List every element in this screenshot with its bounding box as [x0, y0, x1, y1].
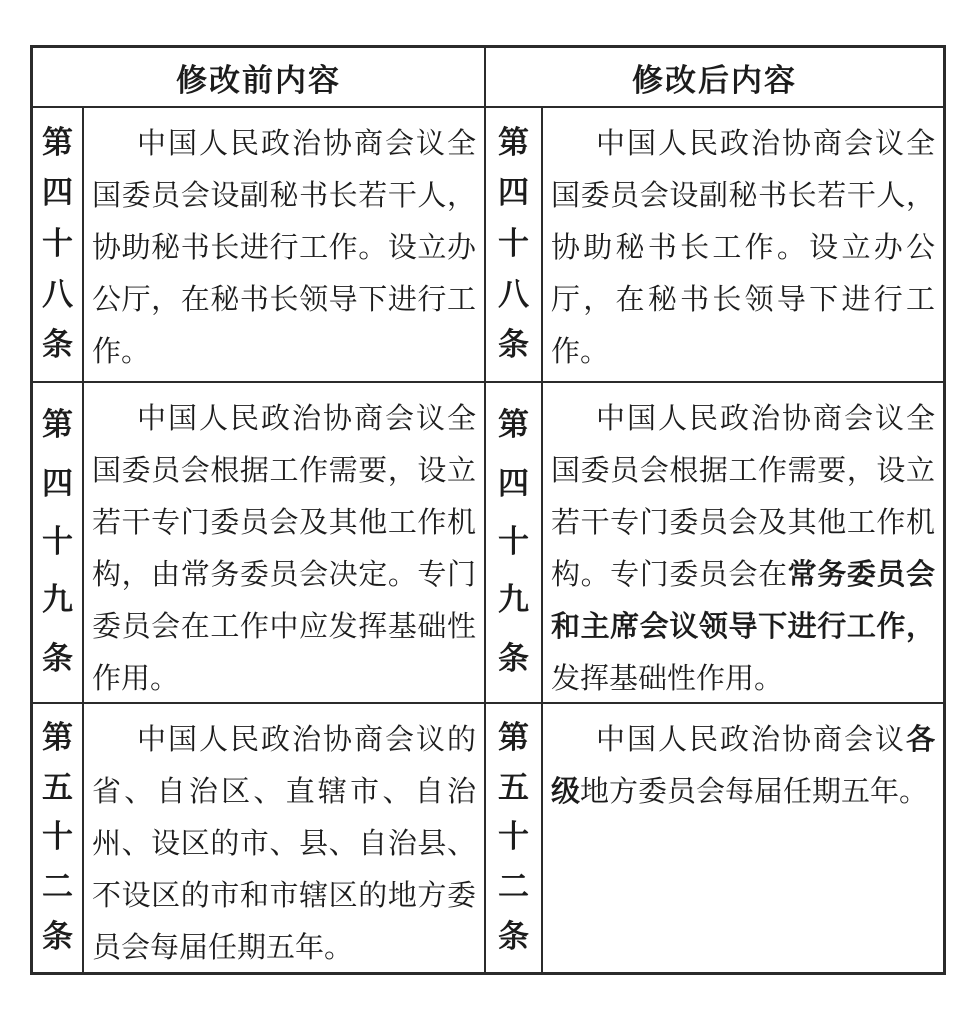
before-content-article-48: [84, 108, 486, 383]
article-char: 二: [42, 869, 73, 906]
article-char: 条: [498, 327, 529, 364]
clause-text: 中国人民政治协商会议全国委员会设副秘书长若干人，协助秘书长工作。设立办公厅，在秘书长领导下进行工作。: [551, 126, 935, 368]
article-char: 九: [42, 582, 73, 619]
before-content-article-52: [84, 704, 486, 972]
clause-text: 中国人民政治协商会议全国委员会设副秘书长若干人，协助秘书长进行工作。设立办公厅，在秘书长领导下进行工作。: [92, 126, 476, 368]
modified-text-emphasis: 各级: [551, 722, 935, 808]
article-char: 九: [498, 582, 529, 619]
header-after-content: 修改后内容: [486, 48, 943, 108]
article-char: 十: [42, 819, 73, 856]
clause-text: 中国人民政治协商会议的省、自治区、直辖市、自治州、设区的市、县、自治县、不设区的市和市辖区的地方委员会每届任期五年。: [92, 722, 476, 964]
clause-text: 中国人民政治协商会议: [596, 722, 906, 756]
article-char: 十: [42, 523, 73, 560]
article-char: 条: [42, 327, 73, 364]
header-before-content: 修改前内容: [33, 48, 486, 108]
article-char: 第: [42, 719, 73, 756]
article-char: 十: [498, 523, 529, 560]
article-char: 条: [498, 919, 529, 956]
clause-text: 发挥基础性作用。: [551, 661, 784, 695]
before-content-article-49: [84, 383, 486, 704]
article-char: 四: [42, 175, 73, 212]
article-number-49-after: [486, 383, 543, 704]
clause-text: 中国人民政治协商会议全国委员会根据工作需要，设立若干专门委员会及其他工作机构。专门委员会在: [551, 401, 935, 591]
article-char: 八: [42, 276, 73, 313]
comparison-table: [30, 45, 946, 975]
article-char: 五: [498, 769, 529, 806]
clause-text: 中国人民政治协商会议全国委员会根据工作需要，设立若干专门委员会及其他工作机构，由常务委员会决定。专门委员会在工作中应发挥基础性作用。: [92, 401, 476, 695]
article-number-52-before: [33, 704, 84, 972]
after-content-article-48: [543, 108, 943, 383]
article-char: 第: [498, 719, 529, 756]
article-char: 条: [42, 919, 73, 956]
article-char: 五: [42, 769, 73, 806]
modified-text-emphasis: 常务委员会和主席会议领导下进行工作，: [551, 557, 935, 643]
article-number-48-after: [486, 108, 543, 383]
article-char: 第: [42, 407, 73, 444]
article-char: 第: [42, 124, 73, 161]
article-char: 条: [42, 640, 73, 677]
article-char: 八: [498, 276, 529, 313]
article-number-49-before: [33, 383, 84, 704]
article-number-48-before: [33, 108, 84, 383]
after-content-article-52: [543, 704, 943, 972]
article-number-52-after: [486, 704, 543, 972]
article-char: 十: [42, 225, 73, 262]
article-char: 第: [498, 407, 529, 444]
after-content-article-49: [543, 383, 943, 704]
article-char: 第: [498, 124, 529, 161]
article-char: 条: [498, 640, 529, 677]
article-char: 十: [498, 819, 529, 856]
article-char: 四: [498, 175, 529, 212]
article-char: 四: [498, 465, 529, 502]
clause-text: 地方委员会每届任期五年。: [580, 774, 929, 808]
article-char: 十: [498, 225, 529, 262]
article-char: 四: [42, 465, 73, 502]
article-char: 二: [498, 869, 529, 906]
